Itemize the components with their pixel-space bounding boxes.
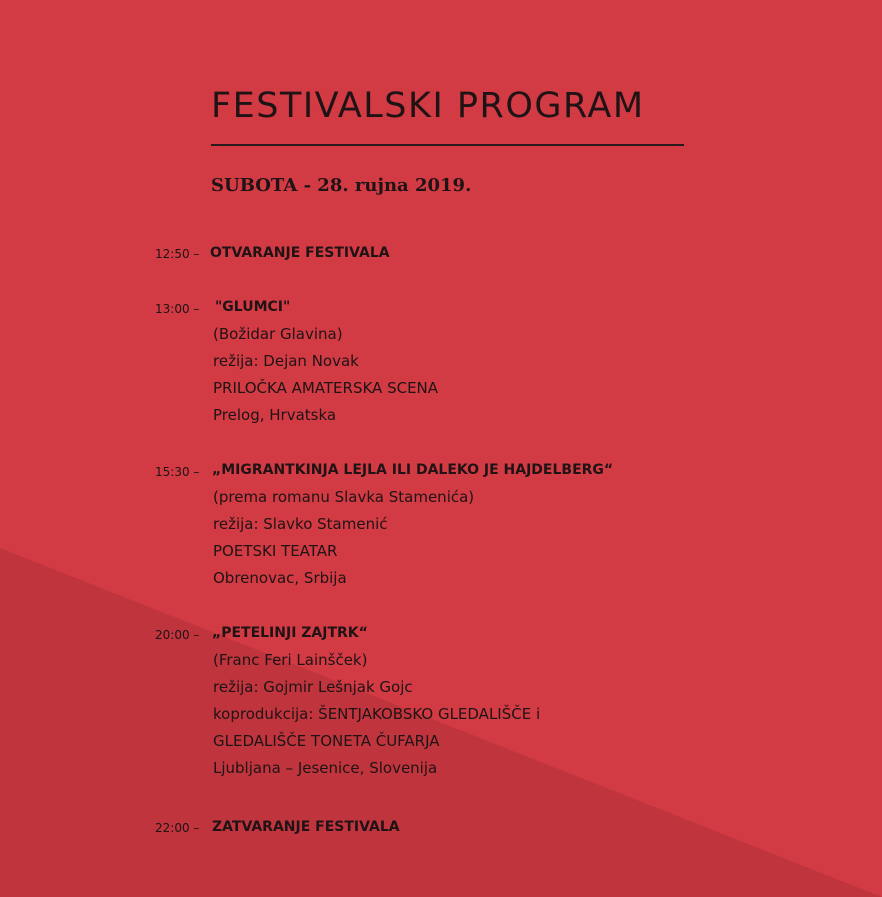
event-company: GLEDALIŠČE TONETA ČUFARJA xyxy=(213,732,440,751)
event-author: (Božidar Glavina) xyxy=(213,325,343,343)
event-location: Obrenovac, Srbija xyxy=(213,569,347,588)
title-divider xyxy=(211,144,684,146)
event-time: 13:00 – xyxy=(155,302,200,316)
event-time: 22:00 – xyxy=(155,821,200,835)
event-location: Ljubljana – Jesenice, Slovenija xyxy=(213,759,438,778)
page-title: FESTIVALSKI PROGRAM xyxy=(211,86,645,126)
event-company: POETSKI TEATAR xyxy=(213,542,338,561)
event-time: 20:00 – xyxy=(155,628,200,642)
event-title: ZATVARANJE FESTIVALA xyxy=(212,819,400,835)
event-director: režija: Slavko Stamenić xyxy=(213,515,388,534)
event-director: režija: Dejan Novak xyxy=(213,352,359,371)
event-details xyxy=(213,484,474,592)
event-details xyxy=(213,647,540,782)
event-details xyxy=(213,321,438,429)
event-title: „MIGRANTKINJA LEJLA ILI DALEKO JE HAJDELBERG“ xyxy=(212,462,614,478)
event-location: Prelog, Hrvatska xyxy=(213,406,337,425)
event-coproduction: koprodukcija: ŠENTJAKOBSKO GLEDALIŠČE i xyxy=(213,705,541,724)
program-date: SUBOTA - 28. rujna 2019. xyxy=(211,175,472,196)
event-title: "GLUMCI" xyxy=(215,299,291,315)
event-director: režija: Gojmir Lešnjak Gojc xyxy=(213,678,413,697)
event-author: (prema romanu Slavka Stamenića) xyxy=(213,488,475,506)
event-company: PRILOČKA AMATERSKA SCENA xyxy=(213,379,439,398)
event-title: OTVARANJE FESTIVALA xyxy=(210,245,390,261)
event-time: 12:50 – xyxy=(155,247,200,261)
event-title: „PETELINJI ZAJTRK“ xyxy=(212,625,368,641)
event-author: (Franc Feri Lainšček) xyxy=(213,651,368,669)
event-time: 15:30 – xyxy=(155,465,200,479)
